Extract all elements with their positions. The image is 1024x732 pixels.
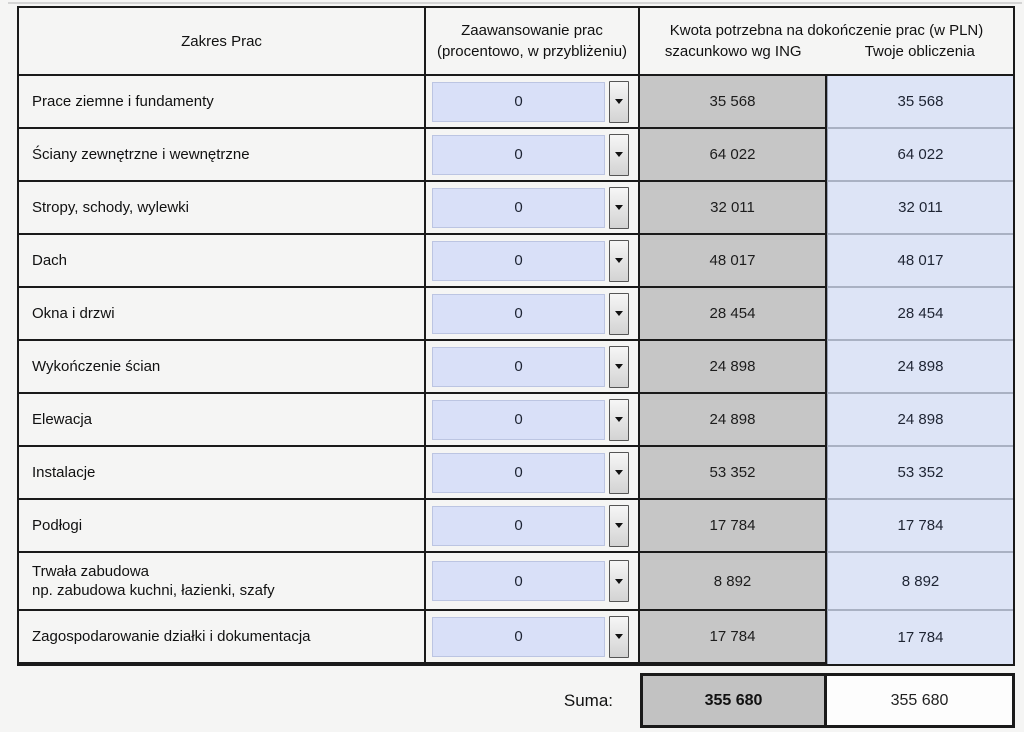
table-row (19, 394, 1013, 447)
table-body (19, 76, 1013, 664)
ing-estimate-value: 32 011 (710, 199, 755, 216)
progress-cell (426, 447, 640, 500)
own-calculation-value: 24 898 (897, 358, 944, 375)
progress-value: 0 (514, 572, 523, 590)
own-calculation-value: 32 011 (898, 199, 943, 216)
header-amount-subcolumns (640, 41, 1013, 62)
work-scope-cell (19, 553, 426, 611)
summary-own-total: 355 680 (827, 673, 1015, 728)
ing-estimate-value: 17 784 (709, 628, 756, 645)
own-calculation-cell-wrap (827, 500, 1013, 553)
progress-cell (426, 288, 640, 341)
own-calculation-cell[interactable] (827, 553, 1013, 611)
summary-ing-total: 355 680 (640, 673, 827, 728)
progress-value-field[interactable] (432, 294, 605, 334)
progress-value-field[interactable] (432, 82, 605, 122)
table-row (19, 76, 1013, 129)
own-calculation-cell[interactable] (827, 76, 1013, 129)
own-calculation-value: 17 784 (897, 517, 944, 534)
ing-estimate-value: 53 352 (709, 464, 756, 481)
chevron-down-icon (615, 634, 623, 639)
progress-value: 0 (514, 628, 523, 645)
ing-estimate-cell (640, 129, 827, 182)
progress-value-field[interactable] (432, 400, 605, 440)
header-scope-of-work (19, 8, 426, 74)
row-label: Dach (32, 252, 68, 269)
work-scope-cell (19, 76, 426, 129)
ing-estimate-cell (640, 235, 827, 288)
own-calculation-cell[interactable] (827, 394, 1013, 447)
header-ing-estimate-label: szacunkowo wg ING (664, 43, 802, 60)
progress-value: 0 (514, 464, 523, 481)
row-label: Stropy, schody, wylewki (32, 199, 189, 216)
table-row (19, 447, 1013, 500)
progress-dropdown-button[interactable] (609, 505, 629, 547)
chevron-down-icon (615, 523, 623, 528)
row-label: Wykończenie ścian (32, 358, 161, 375)
chevron-down-icon (615, 470, 623, 475)
row-label: Instalacje (32, 464, 96, 481)
ing-estimate-cell (640, 447, 827, 500)
own-calculation-value: 17 784 (897, 629, 944, 646)
ing-estimate-value: 24 898 (709, 358, 756, 375)
progress-dropdown-button[interactable] (609, 293, 629, 335)
own-calculation-cell-wrap (827, 611, 1013, 664)
progress-value-field[interactable] (432, 135, 605, 175)
work-scope-cell (19, 288, 426, 341)
progress-value-field[interactable] (432, 453, 605, 493)
table-row (19, 235, 1013, 288)
ing-estimate-value: 64 022 (709, 146, 756, 163)
progress-value-field[interactable] (432, 241, 605, 281)
progress-dropdown-button[interactable] (609, 560, 629, 602)
progress-value-field[interactable] (432, 347, 605, 387)
chevron-down-icon (615, 99, 623, 104)
ing-estimate-value: 8 892 (713, 572, 752, 590)
own-calculation-cell-wrap (827, 182, 1013, 235)
ing-estimate-value: 17 784 (709, 517, 756, 534)
progress-value: 0 (514, 146, 523, 163)
ing-estimate-cell (640, 341, 827, 394)
progress-cell (426, 76, 640, 129)
own-calculation-cell-wrap (827, 341, 1013, 394)
row-sublabel: np. zabudowa kuchni, łazienki, szafy (32, 582, 275, 599)
chevron-down-icon (615, 364, 623, 369)
progress-value: 0 (514, 517, 523, 534)
chevron-down-icon (615, 311, 623, 316)
own-calculation-cell-wrap (827, 76, 1013, 129)
own-calculation-cell[interactable] (827, 182, 1013, 235)
header-progress-line1: Zaawansowanie prac (461, 22, 603, 39)
own-calculation-cell-wrap (827, 235, 1013, 288)
row-label: Zagospodarowanie działki i dokumentacja (32, 628, 311, 645)
table-row (19, 500, 1013, 553)
progress-value-field[interactable] (432, 561, 605, 601)
table-row (19, 611, 1013, 664)
progress-cell (426, 182, 640, 235)
chevron-down-icon (615, 258, 623, 263)
ing-estimate-cell (640, 288, 827, 341)
work-scope-cell (19, 394, 426, 447)
table-row (19, 182, 1013, 235)
row-label: Trwała zabudowa (32, 563, 150, 580)
own-calculation-cell[interactable] (827, 500, 1013, 553)
own-calculation-value: 8 892 (901, 572, 940, 590)
own-calculation-cell[interactable] (827, 611, 1013, 664)
progress-cell (426, 611, 640, 664)
own-calculation-cell[interactable] (827, 288, 1013, 341)
progress-dropdown-button[interactable] (609, 452, 629, 494)
table-row (19, 288, 1013, 341)
ing-estimate-value: 48 017 (709, 252, 756, 269)
own-calculation-cell-wrap (827, 129, 1013, 182)
progress-value-field[interactable] (432, 188, 605, 228)
header-scope-label: Zakres Prac (181, 32, 262, 50)
own-calculation-value: 64 022 (897, 146, 944, 163)
progress-value: 0 (514, 199, 523, 216)
row-label: Okna i drzwi (32, 305, 115, 322)
ing-estimate-value: 24 898 (709, 411, 756, 428)
ing-estimate-cell (640, 553, 827, 611)
progress-value: 0 (514, 411, 523, 428)
header-work-progress (426, 8, 640, 74)
ing-estimate-cell (640, 500, 827, 553)
own-calculation-value: 48 017 (897, 252, 944, 269)
progress-value-field[interactable] (432, 617, 605, 657)
progress-dropdown-button[interactable] (609, 616, 629, 658)
row-label: Prace ziemne i fundamenty (32, 93, 214, 110)
progress-value: 0 (514, 305, 523, 322)
own-calculation-value: 53 352 (897, 464, 944, 481)
table-header-row (19, 8, 1013, 76)
progress-value: 0 (514, 93, 523, 110)
progress-dropdown-button[interactable] (609, 81, 629, 123)
ing-estimate-cell (640, 76, 827, 129)
own-calculation-value: 24 898 (897, 411, 944, 428)
progress-dropdown-button[interactable] (609, 346, 629, 388)
row-label: Elewacja (32, 411, 93, 428)
own-calculation-cell-wrap (827, 288, 1013, 341)
construction-cost-table (17, 6, 1015, 666)
ing-estimate-cell (640, 394, 827, 447)
progress-dropdown-button[interactable] (609, 187, 629, 229)
work-scope-cell (19, 500, 426, 553)
own-calculation-cell[interactable] (827, 129, 1013, 182)
progress-dropdown-button[interactable] (609, 240, 629, 282)
work-scope-cell (19, 341, 426, 394)
chevron-down-icon (615, 417, 623, 422)
chevron-down-icon (615, 579, 623, 584)
header-progress-line2: (procentowo, w przybliżeniu) (436, 43, 628, 60)
row-label: Podłogi (32, 517, 83, 534)
work-scope-cell (19, 235, 426, 288)
progress-dropdown-button[interactable] (609, 399, 629, 441)
header-amount-needed (640, 8, 1013, 74)
own-calculation-cell-wrap (827, 447, 1013, 500)
chevron-down-icon (615, 205, 623, 210)
own-calculation-cell-wrap (827, 553, 1013, 611)
header-amount-title: Kwota potrzebna na dokończenie prac (w PLN) (669, 22, 984, 39)
ing-estimate-cell (640, 611, 827, 664)
own-calculation-cell[interactable] (827, 235, 1013, 288)
progress-cell (426, 341, 640, 394)
work-scope-cell (19, 447, 426, 500)
progress-cell (426, 129, 640, 182)
progress-value: 0 (514, 252, 523, 269)
ing-estimate-cell (640, 182, 827, 235)
progress-cell (426, 235, 640, 288)
own-calculation-cell[interactable] (827, 447, 1013, 500)
work-scope-cell (19, 182, 426, 235)
chevron-down-icon (615, 152, 623, 157)
own-calculation-value: 35 568 (897, 93, 944, 110)
row-label: Ściany zewnętrzne i wewnętrzne (32, 146, 250, 163)
window-top-edge-line (8, 2, 1022, 4)
work-scope-cell (19, 129, 426, 182)
ing-estimate-value: 35 568 (709, 93, 756, 110)
summary-label: Suma: (563, 690, 613, 710)
header-own-calculation-label: Twoje obliczenia (864, 43, 975, 60)
progress-dropdown-button[interactable] (609, 134, 629, 176)
progress-cell (426, 394, 640, 447)
table-row (19, 341, 1013, 394)
progress-value-field[interactable] (432, 506, 605, 546)
table-row (19, 553, 1013, 611)
ing-estimate-value: 28 454 (709, 305, 756, 322)
progress-cell (426, 500, 640, 553)
progress-value: 0 (514, 358, 523, 375)
progress-cell (426, 553, 640, 611)
table-row (19, 129, 1013, 182)
summary-row (17, 673, 1015, 728)
own-calculation-value: 28 454 (897, 305, 944, 322)
own-calculation-cell[interactable] (827, 341, 1013, 394)
own-calculation-cell-wrap (827, 394, 1013, 447)
work-scope-cell (19, 611, 426, 664)
